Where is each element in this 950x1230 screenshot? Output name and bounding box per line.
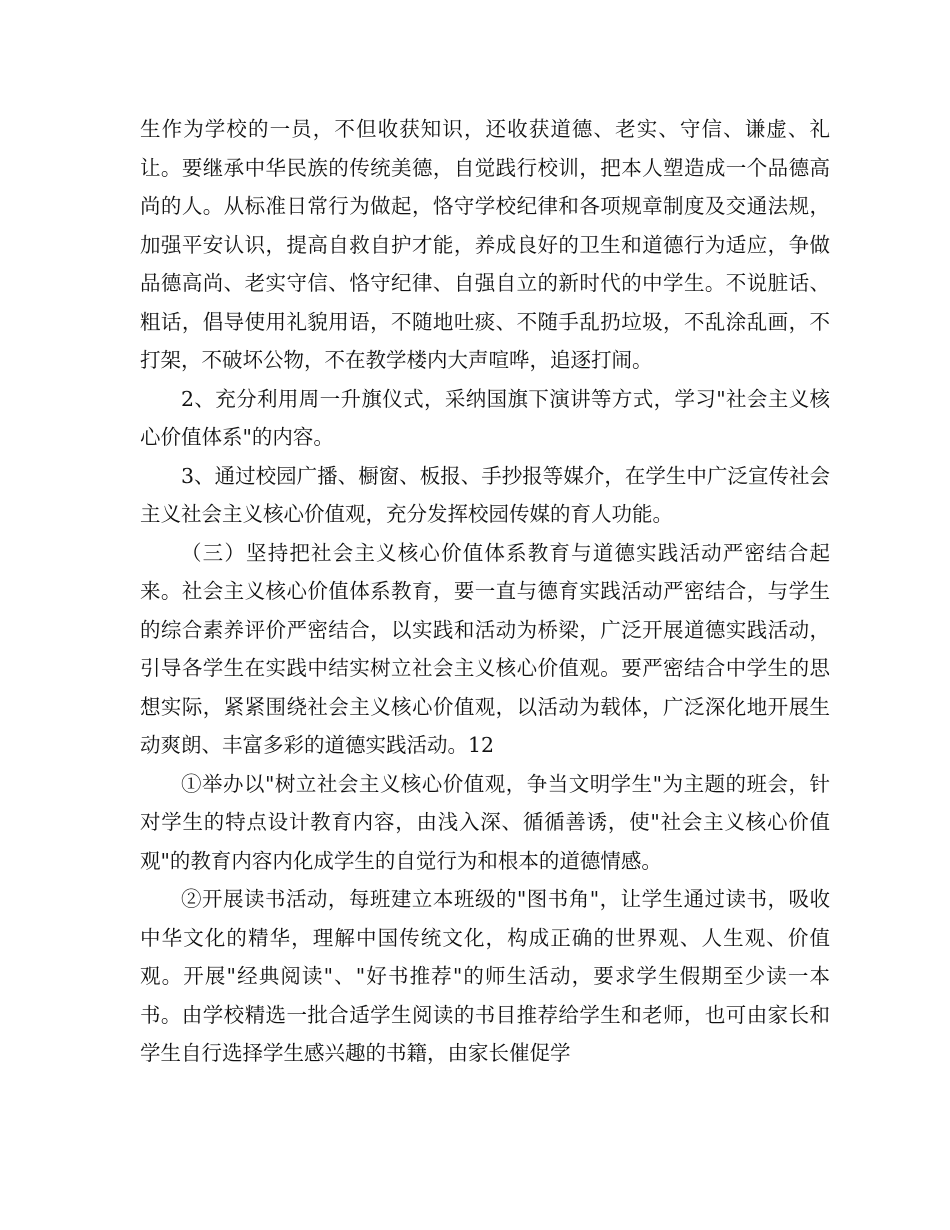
paragraph-continuation: 生作为学校的一员，不但收获知识，还收获道德、老实、守信、谦虚、礼让。要继承中华民族的传统美德，自觉践行校训，把本人塑造成一个品德高尚的人。从标准日常行为做起，恪守学校纪律和各项规章制度及交通法规，加强平安认识，提高自救自护才能，养成良好的卫生和道德行为适应，争做品德高尚、老实守信、恪守纪律、自强自立的新时代的中学生。不说脏话、粗话，倡导使用礼貌用语，不随地吐痰、不随手乱扔垃圾，不乱涂乱画，不打架，不破坏公物，不在教学楼内大声喧哗，追逐打闹。 xyxy=(140,117,830,372)
paragraph-section-3: （三）坚持把社会主义核心价值体系教育与道德实践活动严密结合起来。社会主义核心价值体系教育，要一直与德育实践活动严密结合，与学生的综合素养评价严密结合，以实践和活动为桥梁，广泛开展道德实践活动，引导各学生在实践中结实树立社会主义核心价值观。要严密结合中学生的思想实际，紧紧围绕社会主义核心价值观，以活动为载体，广泛深化地开展生动爽朗、丰富多彩的道德实践活动。12 xyxy=(140,540,830,757)
paragraph-item-circle-2: ②开展读书活动，每班建立本班级的"图书角"，让学生通过读书，吸收中华文化的精华，理解中国传统文化，构成正确的世界观、人生观、价值观。开展"经典阅读"、"好书推荐"的师生活动，要求学生假期至少读一本书。由学校精选一批合适学生阅读的书目推荐给学生和老师，也可由家长和学生自行选择学生感兴趣的书籍，由家长催促学 xyxy=(140,887,830,1065)
paragraph-item-3: 3、通过校园广播、橱窗、板报、手抄报等媒介，在学生中广泛宣传社会主义社会主义核心价值观，充分发挥校园传媒的育人功能。 xyxy=(140,463,830,526)
paragraph-item-circle-1: ①举办以"树立社会主义核心价值观，争当文明学生"为主题的班会，针对学生的特点设计教育内容，由浅入深、循循善诱，使"社会主义核心价值观"的教育内容内化成学生的自觉行为和根本的道德情感。 xyxy=(140,771,830,873)
document-body xyxy=(140,110,830,1073)
paragraph-item-2: 2、充分利用周一升旗仪式，采纳国旗下演讲等方式，学习"社会主义核心价值体系"的内容。 xyxy=(140,386,830,449)
